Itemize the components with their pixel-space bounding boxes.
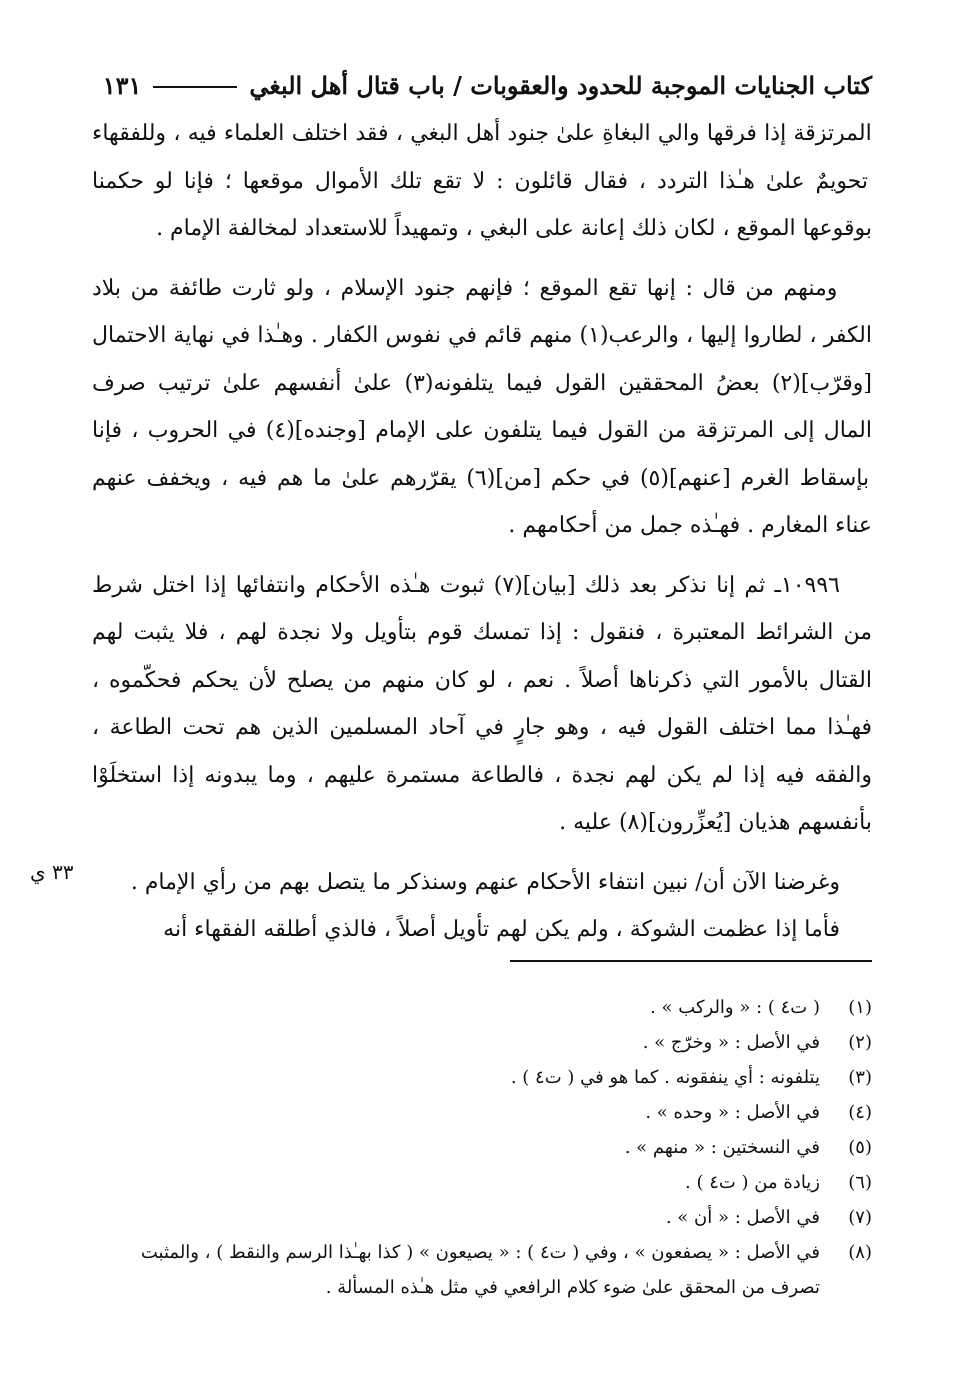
footnote-number: (٢)	[848, 1032, 872, 1053]
footnote-text: في النسختين : « منهم » .	[624, 1137, 820, 1158]
running-header	[92, 60, 872, 110]
page-number: ١٣١	[102, 70, 142, 100]
text-line: فحكّموه ، فهـٰذا مما اختلف القول فيه ، وهو جارٍ في آحاد المسلمين الذين هم تحت	[92, 667, 872, 740]
margin-folio-note: ٣٣ ي	[30, 860, 74, 884]
footnote-separator	[510, 960, 872, 962]
footnote-text: في الأصل : « أن » .	[665, 1207, 820, 1228]
footnote-text: في الأصل : « وخرّج » .	[642, 1032, 820, 1053]
paragraph-1	[92, 110, 872, 253]
text-line: فإنا بإسقاط الغرم [عنهم](٥) في حكم [من](٦) يقرّرهم علىٰ ما هم فيه ، ويخفف عنهم	[92, 418, 870, 491]
footnote-number: (١)	[848, 997, 872, 1018]
header-rule	[153, 86, 237, 88]
text-line: بوقوعها الموقع ، لكان ذلك إعانة على البغي ، وتمهيداً للاستعداد لمخالفة الإمام .	[156, 216, 872, 241]
footnote	[92, 1095, 872, 1130]
footnote-text: ( ت٤ ) : « والركب » .	[650, 997, 820, 1018]
text-line: لهم القتال بالأمور التي ذكرناها أصلاً . نعم ، لو كان منهم من يصلح لأن يحكم	[92, 620, 872, 693]
text-line: فأما إذا عظمت الشوكة ، ولم يكن لهم تأويل أصلاً ، فالذي أطلقه الفقهاء أنه	[163, 917, 840, 942]
footnote-number: (٦)	[848, 1172, 872, 1193]
paragraph-2	[92, 265, 872, 550]
footnote-number: (٥)	[848, 1137, 872, 1158]
text-line: ١٠٩٩٦ـ ثم إنا نذكر بعد ذلك [بيان](٧) ثبوت هـٰذه الأحكام وانتفائها إذا اختل	[142, 572, 840, 598]
footnote	[92, 1200, 872, 1235]
footnote-number: (٧)	[848, 1207, 872, 1228]
text-line: وغرضنا الآن أن/ نبين انتفاء الأحكام عنهم وسنذكر ما يتصل بهم من رأي الإمام .	[130, 869, 840, 895]
footnote-number: (٨)	[848, 1242, 872, 1263]
text-line: المرتزقة إذا فرقها والي البغاةِ علىٰ جنود أهل البغي ، فقد اختلف العلماء فيه ، وللفقهاء	[92, 121, 872, 146]
footnote	[92, 1130, 872, 1165]
text-line: صرف المال إلى المرتزقة من القول فيما يتلفون على الإمام [وجنده](٤) في الحروب ،	[92, 370, 872, 443]
footnotes	[92, 990, 872, 1305]
text-line: عناء المغارم . فهـٰذه جمل من أحكامهم .	[508, 513, 872, 538]
footnote-text: يتلفونه : أي ينفقونه . كما هو في ( ت٤ ) .	[510, 1067, 820, 1088]
text-line: شرط من الشرائط المعتبرة ، فنقول : إذا تمسك قوم بتأويل ولا نجدة لهم ، فلا يثبت	[92, 572, 872, 645]
footnote-number: (٣)	[848, 1067, 872, 1088]
footnote	[92, 1060, 872, 1095]
footnote	[92, 1025, 872, 1060]
paragraph-4	[92, 859, 872, 907]
footnote-text: زيادة من ( ت٤ ) .	[685, 1172, 820, 1193]
text-line: الاحتمال [وقرّب](٢) بعضُ المحققين القول فيما يتلفونه(٣) علىٰ أنفسهم علىٰ ترتيب	[92, 323, 872, 396]
text-line: ومنهم من قال : إنها تقع الموقع ؛ فإنهم جنود الإسلام ، ولو ثارت طائفة من بلاد	[92, 275, 838, 301]
main-text	[92, 110, 872, 954]
text-line: الكفر ، لطاروا إليها ، والرعب(١) منهم قائم في نفوس الكفار . وهـٰذا في نهاية	[166, 323, 873, 348]
text-line: الطاعة ، والفقه فيه إذا لم يكن لهم نجدة ، فالطاعة مستمرة عليهم ، وما يبدونه إذا	[92, 715, 872, 788]
footnote	[92, 1235, 872, 1305]
footnote-number: (٤)	[848, 1102, 872, 1123]
text-line: تحويمٌ علىٰ هـٰذا التردد ، فقال قائلون : لا تقع تلك الأموال موقعها ؛ فإنا لو حكمنا	[92, 168, 869, 194]
footnote	[92, 990, 872, 1025]
footnote-text: في الأصل : « وحده » .	[645, 1102, 820, 1123]
document-page	[92, 60, 872, 1370]
footnote-text: في الأصل : « يصفعون » ، وفي ( ت٤ ) : « يصيعون » ( كذا بهـٰذا الرسم والنقط ) ، والمثبت تصرف من المحقق علىٰ ضوء كلام الرافعي في مثل هـٰذه المسألة .	[140, 1242, 820, 1298]
footnote	[92, 1165, 872, 1200]
paragraph-5	[92, 906, 872, 954]
paragraph-3	[92, 562, 872, 847]
text-line: استخلَوْا بأنفسهم هذيان [يُعزِّرون](٨) عليه .	[92, 762, 872, 835]
header-title: كتاب الجنايات الموجبة للحدود والعقوبات / باب قتال أهل البغي	[249, 70, 872, 100]
